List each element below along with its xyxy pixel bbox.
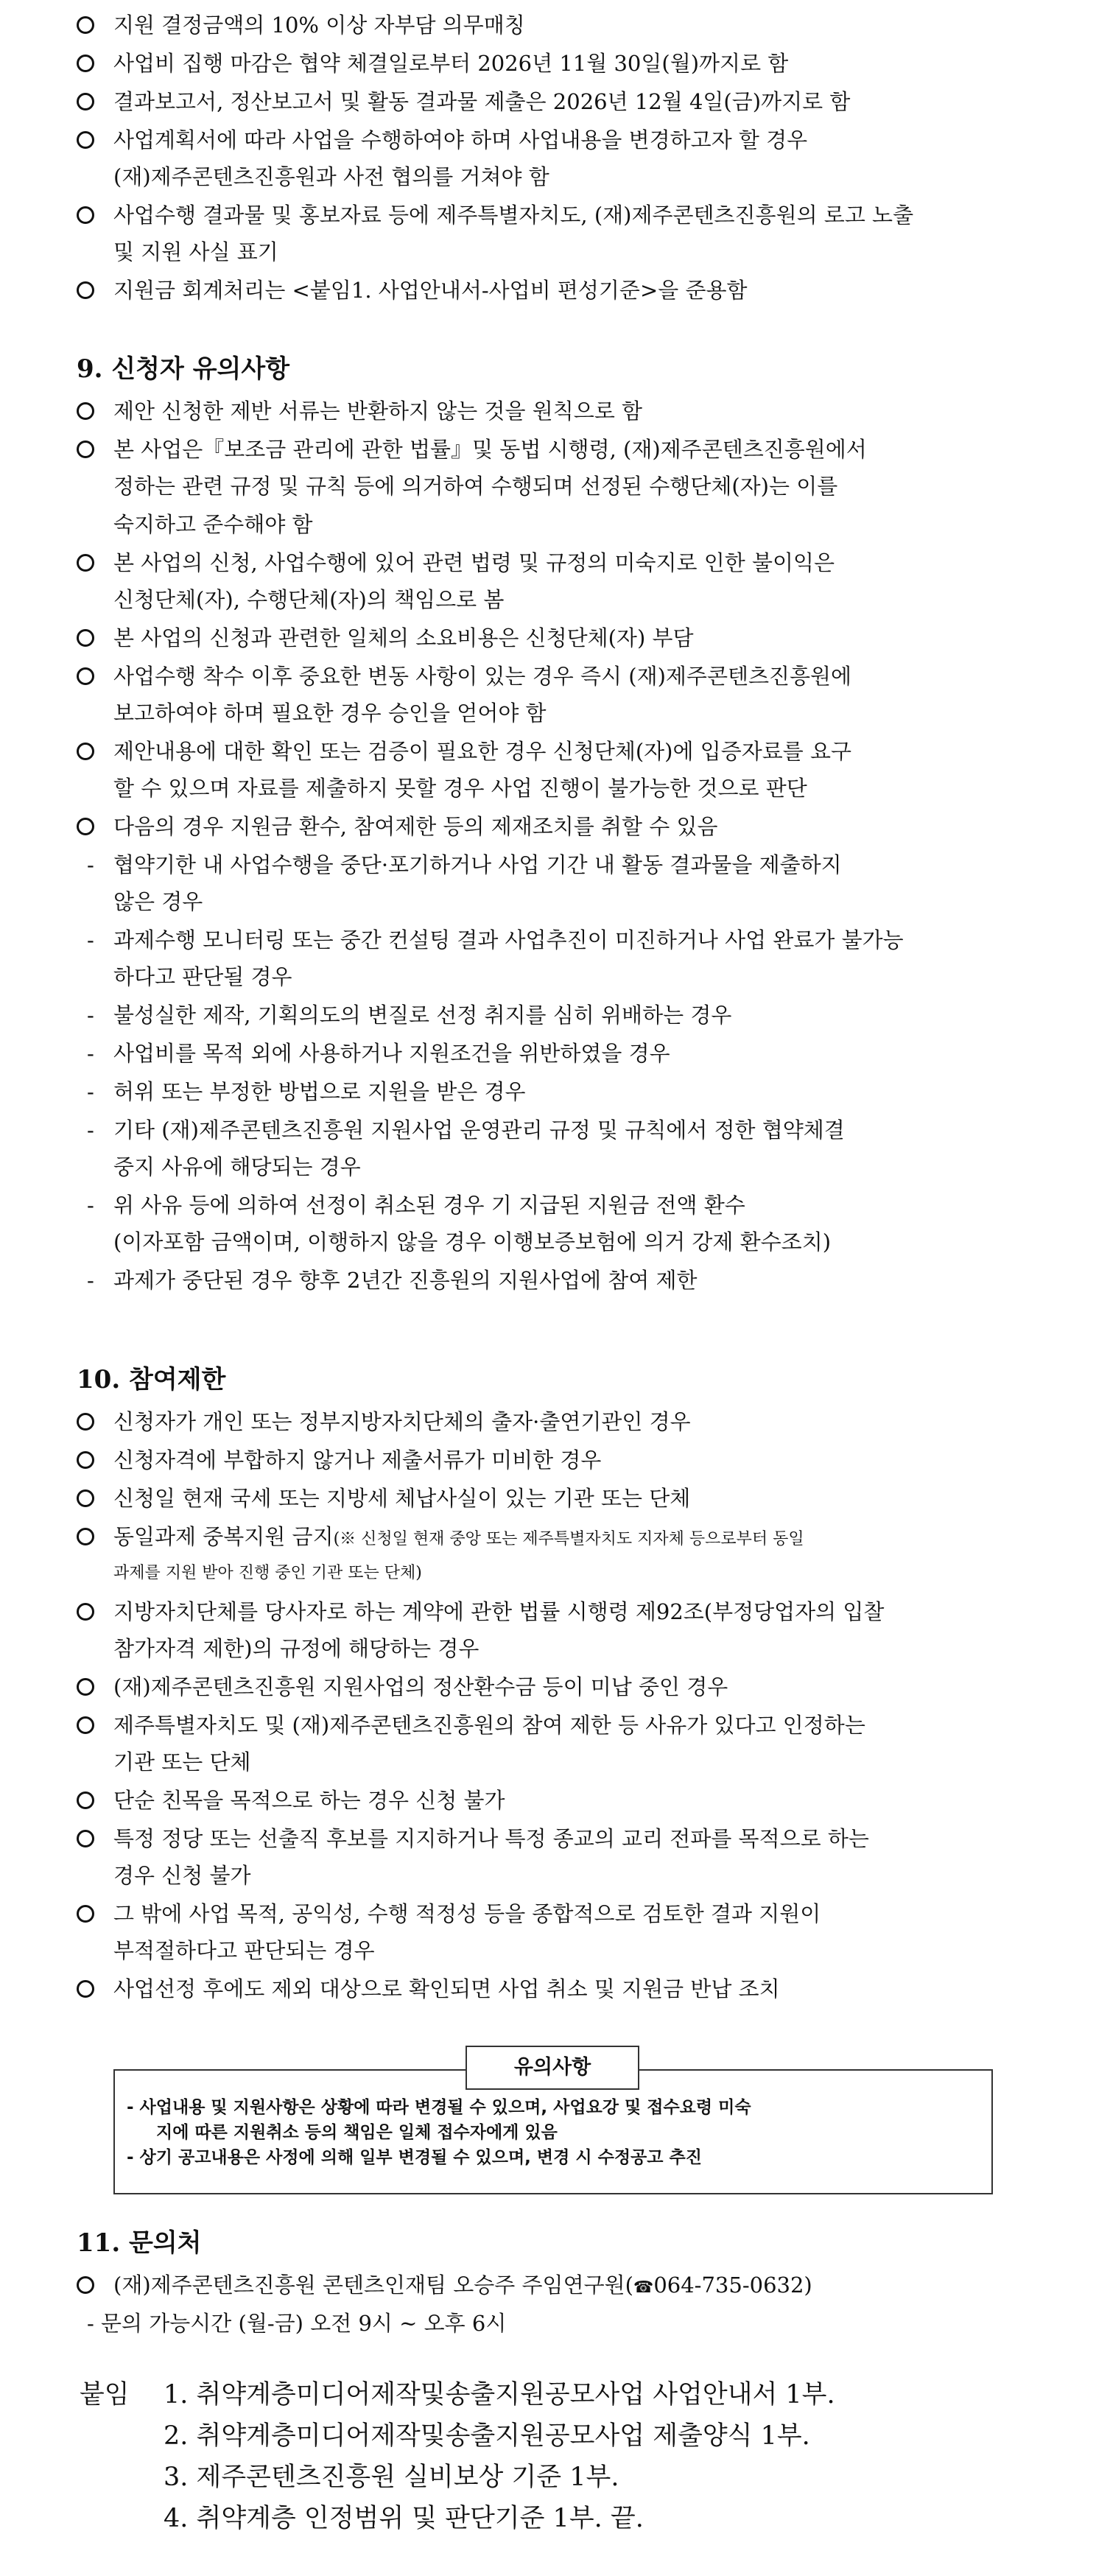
list-item-continuation: (재)제주콘텐츠진흥원과 사전 협의를 거쳐야 함: [113, 164, 549, 189]
circle-bullet-icon: [77, 131, 94, 149]
circle-bullet-icon: [77, 281, 94, 299]
list-item: 본 사업은『보조금 관리에 관한 법률』및 동법 시행령, (재)제주콘텐츠진흥원에서: [77, 435, 867, 464]
notice-line: 지에 따른 지원취소 등의 책임은 일체 접수자에게 있음: [156, 2123, 558, 2142]
list-item: 결과보고서, 정산보고서 및 활동 결과물 제출은 2026년 12월 4일(금)까지로 함: [77, 87, 850, 116]
list-item-continuation: 할 수 있으며 자료를 제출하지 못할 경우 사업 진행이 불가능한 것으로 판단: [113, 776, 807, 801]
list-item: 신청일 현재 국세 또는 지방세 체납사실이 있는 기관 또는 단체: [77, 1484, 690, 1513]
dash-item: - 위 사유 등에 의하여 선정이 취소된 경우 기 지급된 지원금 전액 환수: [87, 1193, 745, 1218]
footnote-text: (※ 신청일 현재 중앙 또는 제주특별자치도 지자체 등으로부터 동일: [333, 1530, 804, 1548]
list-item: 신청자격에 부합하지 않거나 제출서류가 미비한 경우: [77, 1445, 601, 1475]
circle-bullet-icon: [77, 1528, 94, 1545]
dash-item: - 불성실한 제작, 기획의도의 변질로 선정 취지를 심히 위배하는 경우: [87, 1003, 732, 1028]
dash-item: - 과제수행 모니터링 또는 중간 컨설팅 결과 사업추진이 미진하거나 사업 완료가 불가능: [87, 927, 904, 952]
circle-bullet-icon: [77, 1791, 94, 1809]
list-item: 지원 결정금액의 10% 이상 자부담 의무매칭: [77, 10, 525, 40]
list-item: 그 밖에 사업 목적, 공익성, 수행 적정성 등을 종합적으로 검토한 결과 지원이: [77, 1899, 821, 1929]
list-item: 사업수행 결과물 및 홍보자료 등에 제주특별자치도, (재)제주콘텐츠진흥원의 로고 노출: [77, 200, 913, 230]
list-item: 사업비 집행 마감은 협약 체결일로부터 2026년 11월 30일(월)까지로 함: [77, 49, 788, 78]
list-item-continuation: 경우 신청 불가: [113, 1863, 251, 1888]
dash-item: - 허위 또는 부정한 방법으로 지원을 받은 경우: [87, 1079, 526, 1104]
list-item-continuation: 정하는 관련 규정 및 규칙 등에 의거하여 수행되며 선정된 수행단체(자)는 이를: [113, 474, 838, 499]
circle-bullet-icon: [77, 1830, 94, 1847]
list-item-continuation: 신청단체(자), 수행단체(자)의 책임으로 봄: [113, 587, 505, 612]
dash-item-continuation: 하다고 판단될 경우: [113, 964, 292, 989]
footnote-continuation: 과제를 지원 받아 진행 중인 기관 또는 단체): [113, 1564, 422, 1582]
dash-item: - 사업비를 목적 외에 사용하거나 지원조건을 위반하였을 경우: [87, 1041, 670, 1066]
list-item: 제안 신청한 제반 서류는 반환하지 않는 것을 원칙으로 함: [77, 396, 642, 426]
dash-item-continuation: (이자포함 금액이며, 이행하지 않을 경우 이행보증보험에 의거 강제 환수조치): [113, 1229, 832, 1254]
list-item-continuation: 및 지원 사실 표기: [113, 239, 278, 264]
notice-line: - 상기 공고내용은 사정에 의해 일부 변경될 수 있으며, 변경 시 수정공고 추진: [127, 2148, 702, 2167]
circle-bullet-icon: [77, 1905, 94, 1923]
attachment-item: 1. 취약계층미디어제작및송출지원공모사업 사업안내서 1부.: [164, 2380, 835, 2410]
circle-bullet-icon: [77, 1451, 94, 1469]
list-item: (재)제주콘텐츠진흥원 지원사업의 정산환수금 등이 미납 중인 경우: [77, 1672, 728, 1702]
list-item-continuation: 부적절하다고 판단되는 경우: [113, 1938, 375, 1963]
circle-bullet-icon: [77, 55, 94, 72]
circle-bullet-icon: [77, 667, 94, 685]
attachment-item: 2. 취약계층미디어제작및송출지원공모사업 제출양식 1부.: [164, 2421, 810, 2451]
circle-bullet-icon: [77, 1489, 94, 1507]
list-item-continuation: 기관 또는 단체: [113, 1749, 251, 1775]
list-item: 동일과제 중복지원 금지(※ 신청일 현재 중앙 또는 제주특별자치도 지자체 등으로부터 동일: [77, 1522, 804, 1554]
attachment-item: 3. 제주콘텐츠진흥원 실비보상 기준 1부.: [164, 2463, 619, 2492]
circle-bullet-icon: [77, 206, 94, 224]
list-item: 제안내용에 대한 확인 또는 검증이 필요한 경우 신청단체(자)에 입증자료를 요구: [77, 737, 851, 766]
circle-bullet-icon: [77, 1413, 94, 1431]
list-item-continuation: 참가자격 제한)의 규정에 해당하는 경우: [113, 1636, 480, 1661]
telephone-icon: ☎: [633, 2278, 654, 2297]
contact-hours: - 문의 가능시간 (월-금) 오전 9시 ~ 오후 6시: [87, 2311, 507, 2336]
circle-bullet-icon: [77, 93, 94, 110]
circle-bullet-icon: [77, 441, 94, 458]
circle-bullet-icon: [77, 1603, 94, 1621]
circle-bullet-icon: [77, 16, 94, 34]
circle-bullet-icon: [77, 554, 94, 572]
list-item: 신청자가 개인 또는 정부지방자치단체의 출자·출연기관인 경우: [77, 1407, 691, 1436]
list-item: 지원금 회계처리는 <붙임1. 사업안내서-사업비 편성기준>을 준용함: [77, 276, 748, 305]
attachments-label: 붙임: [80, 2380, 130, 2410]
section-heading: 10. 참여제한: [77, 1365, 226, 1394]
dash-item: - 기타 (재)제주콘텐츠진흥원 지원사업 운영관리 규정 및 규칙에서 정한 협약체결: [87, 1117, 845, 1143]
list-item: 사업계획서에 따라 사업을 수행하여야 하며 사업내용을 변경하고자 할 경우: [77, 125, 807, 155]
circle-bullet-icon: [77, 743, 94, 760]
circle-bullet-icon: [77, 629, 94, 647]
contact-line: (재)제주콘텐츠진흥원 콘텐츠인재팀 오승주 주임연구원(☎064-735-0632): [77, 2270, 812, 2303]
list-item: 본 사업의 신청과 관련한 일체의 소요비용은 신청단체(자) 부담: [77, 623, 694, 653]
section-heading: 9. 신청자 유의사항: [77, 354, 290, 384]
notice-line: - 사업내용 및 지원사항은 상황에 따라 변경될 수 있으며, 사업요강 및 접수요령 미숙: [127, 2098, 751, 2117]
list-item: 사업수행 착수 이후 중요한 변동 사항이 있는 경우 즉시 (재)제주콘텐츠진흥원에: [77, 661, 851, 691]
circle-bullet-icon: [77, 818, 94, 835]
list-item: 제주특별자치도 및 (재)제주콘텐츠진흥원의 참여 제한 등 사유가 있다고 인정하는: [77, 1710, 865, 1740]
list-item: 다음의 경우 지원금 환수, 참여제한 등의 제재조치를 취할 수 있음: [77, 812, 718, 841]
dash-item: - 과제가 중단된 경우 향후 2년간 진흥원의 지원사업에 참여 제한: [87, 1268, 698, 1293]
list-item: 사업선정 후에도 제외 대상으로 확인되면 사업 취소 및 지원금 반납 조치: [77, 1974, 780, 2004]
circle-bullet-icon: [77, 1716, 94, 1734]
list-item: 특정 정당 또는 선출직 후보를 지지하거나 특정 종교의 교리 전파를 목적으로 하는: [77, 1824, 869, 1853]
circle-bullet-icon: [77, 1678, 94, 1696]
dash-item-continuation: 중지 사유에 해당되는 경우: [113, 1154, 361, 1179]
circle-bullet-icon: [77, 1980, 94, 1998]
section-heading: 11. 문의처: [77, 2228, 202, 2258]
list-item: 지방자치단체를 당사자로 하는 계약에 관한 법률 시행령 제92조(부정당업자의 입찰: [77, 1597, 884, 1626]
list-item: 본 사업의 신청, 사업수행에 있어 관련 법령 및 규정의 미숙지로 인한 불이익은: [77, 548, 835, 578]
list-item-continuation: 보고하여야 하며 필요한 경우 승인을 얻어야 함: [113, 701, 547, 726]
list-item-continuation: 숙지하고 준수해야 함: [113, 512, 313, 537]
notice-box-title: 유의사항: [466, 2046, 639, 2090]
dash-item: - 협약기한 내 사업수행을 중단·포기하거나 사업 기간 내 활동 결과물을 제출하지: [87, 852, 842, 877]
dash-item-continuation: 않은 경우: [113, 889, 203, 914]
list-item: 단순 친목을 목적으로 하는 경우 신청 불가: [77, 1786, 505, 1815]
attachment-item: 4. 취약계층 인정범위 및 판단기준 1부. 끝.: [164, 2504, 644, 2533]
circle-bullet-icon: [77, 402, 94, 420]
circle-bullet-icon: [77, 2276, 94, 2294]
